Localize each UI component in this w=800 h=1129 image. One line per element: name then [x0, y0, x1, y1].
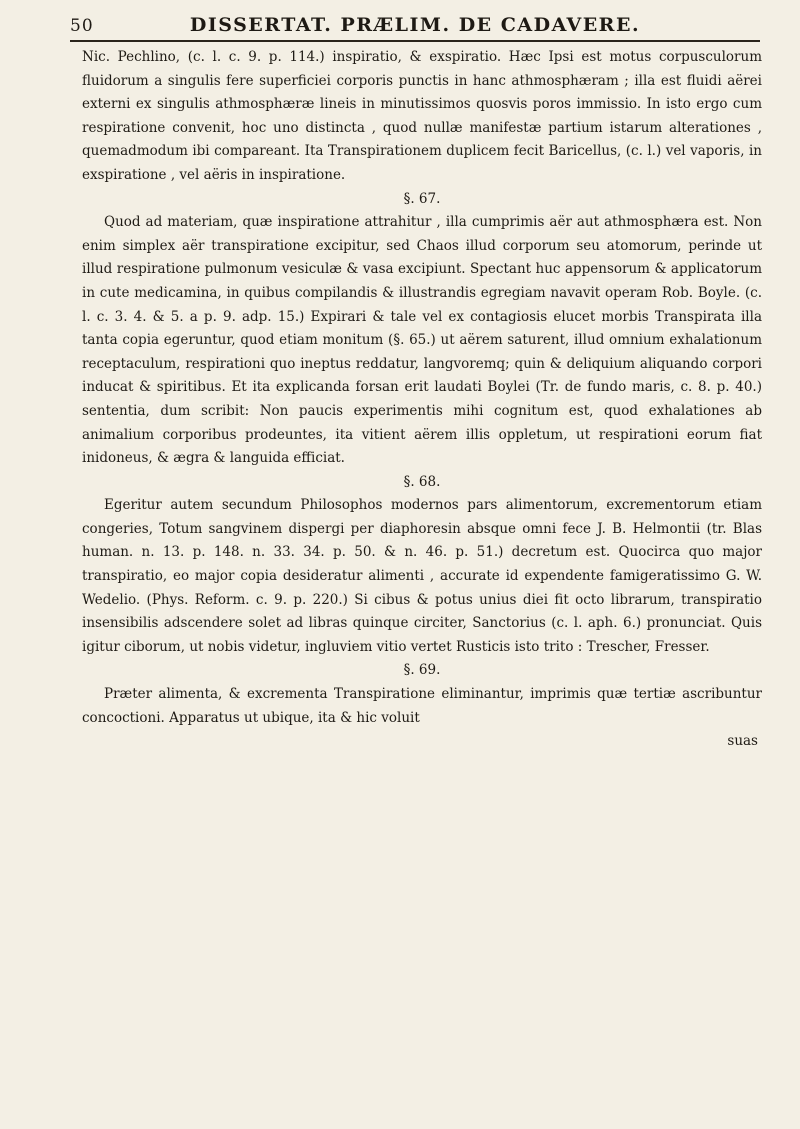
running-title: DISSERTAT. PRÆLIM. DE CADAVERE.	[189, 14, 641, 36]
section-heading: §. 67.	[403, 190, 441, 207]
page-number: 50	[70, 16, 94, 36]
catchword: suas	[727, 733, 758, 750]
paragraph: Egeritur autem secundum Philosophos modernos pars alimentorum, excrementorum etiam congeries, Totum sangvinem dispergi per diaphoresin absque omni fece J. B. Helmontii (tr. Blas human. n. 13. p. 148. n. 33. 34. p. 50. & n. 46. p. 51.) decretum est. Quocirca quo major transpiratio, eo major copia desideratur alimenti , accurate id expendente famigeratissimo G. W. Wedelio. (Phys. Reform. c. 9. p. 220.) Si cibus & potus unius diei fit octo librarum, transpiratio insensibilis adscendere solet ad libras quinque circiter, Sanctorius (c. l. aph. 6.) pronunciat. Quis igitur ciborum, ut nobis videtur, ingluviem vitio vertet Rusticis isto trito : Trescher, Fresser.	[82, 497, 762, 655]
paragraph: Quod ad materiam, quæ inspiratione attrahitur , illa cumprimis aër aut athmosphæra est. Non enim simplex aër transpiratione excipitur, sed Chaos illud corporum seu atomorum, perinde ut illud respiratione pulmonum vesiculæ & vasa excipiunt. Spectant huc appensorum & applicatorum in cute medicamina, in quibus compilandis & illustrandis egregiam navavit operam Rob. Boyle. (c. l. c. 3. 4. & 5. a p. 9. adp. 15.) Expirari & tale vel ex contagiosis elucet morbis Transpirata illa tanta copia egeruntur, quod etiam monitum (§. 65.) ut aërem saturent, illud omnium exhalationum receptaculum, respirationi quo ineptus reddatur, langvoremq; quin & deliquium aliquando corpori inducat & spiritibus. Et ita explicanda forsan erit laudati Boylei (Tr. de fundo maris, c. 8. p. 40.) sententia, dum scribit: Non paucis experimentis mihi cognitum est, quod exhalationes ab animalium corporibus prodeuntes, ita vitient aërem illis oppletum, ut respirationi eorum fiat inidoneus, & ægra & languida efficiat.	[82, 214, 762, 467]
section-heading: §. 69.	[403, 662, 441, 679]
section-heading: §. 68.	[403, 473, 441, 490]
paragraph: Præter alimenta, & excrementa Transpiratione eliminantur, imprimis quæ tertiæ ascribuntur concoctioni. Apparatus ut ubique, ita & hic voluit	[82, 686, 762, 726]
paragraph: Nic. Pechlino, (c. l. c. 9. p. 114.) inspiratio, & exspiratio. Hæc Ipsi est motus corpusculorum fluidorum a singulis fere superficiei corporis punctis in hanc athmosphæram ; illa est fluidi aërei externi ex singulis athmosphæræ lineis in minutissimos quosvis poros immissio. In isto ergo cum respiratione convenit, hoc uno distincta , quod nullæ manifestæ partium istarum alterationes , quemadmodum ibi compareant. Ita Transpirationem duplicem fecit Baricellus, (c. l.) vel vaporis, in exspiratione , vel aëris in inspiratione.	[82, 49, 762, 183]
running-head	[70, 10, 760, 42]
main-text	[82, 46, 762, 754]
